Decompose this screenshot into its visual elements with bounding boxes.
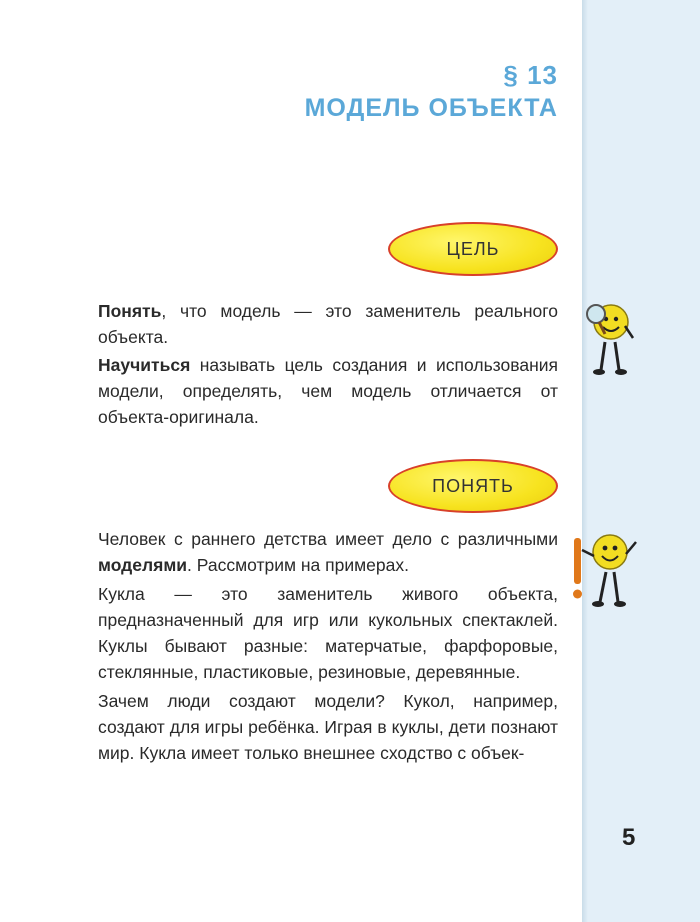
goal-paragraph-2 bbox=[98, 352, 558, 430]
goal-1-bold: Понять bbox=[98, 301, 162, 321]
body-paragraph-2: Кукла — это заменитель живого объекта, предназначенный для игр или кукольных спектаклей. Куклы бывают разные: матерчатые, фарфоровые, стеклянные, пластиковые, резиновые, деревянные. bbox=[98, 584, 558, 682]
body-1-start: Человек с раннего детства имеет дело с различными bbox=[98, 529, 558, 549]
goal-badge bbox=[388, 222, 558, 276]
body-1-bold: моделями bbox=[98, 555, 188, 575]
body-paragraph-1 bbox=[98, 526, 558, 578]
body-1-end: . Рассмотрим на примерах. bbox=[187, 555, 409, 575]
goal-badge-label: ЦЕЛЬ bbox=[446, 238, 500, 259]
goal-paragraph-1 bbox=[98, 298, 558, 350]
understand-badge-label: ПОНЯТЬ bbox=[432, 475, 514, 496]
paragraph-number: § 13 bbox=[503, 60, 558, 90]
goal-2-bold: Научиться bbox=[98, 355, 191, 375]
page-number: 5 bbox=[622, 824, 636, 851]
page-title: МОДЕЛЬ ОБЪЕКТА bbox=[304, 94, 558, 122]
goals-section bbox=[98, 298, 558, 430]
understand-badge bbox=[388, 459, 558, 513]
goal-2-text: называть цель создания и использования модели, определять, чем модель отличается от объекта-оригинала. bbox=[98, 355, 558, 427]
magnifier-mascot-icon bbox=[585, 300, 645, 378]
margin-band bbox=[582, 0, 700, 922]
body-paragraph-3: Зачем люди создают модели? Кукол, например, создают для игры ребёнка. Играя в куклы, дети познают мир. Кукла имеет только внешнее сходство с объек- bbox=[98, 691, 558, 763]
body-section bbox=[98, 526, 558, 766]
exclamation-mascot-icon bbox=[570, 530, 644, 610]
goal-1-text: , что модель — это заменитель реального объекта. bbox=[98, 301, 558, 347]
